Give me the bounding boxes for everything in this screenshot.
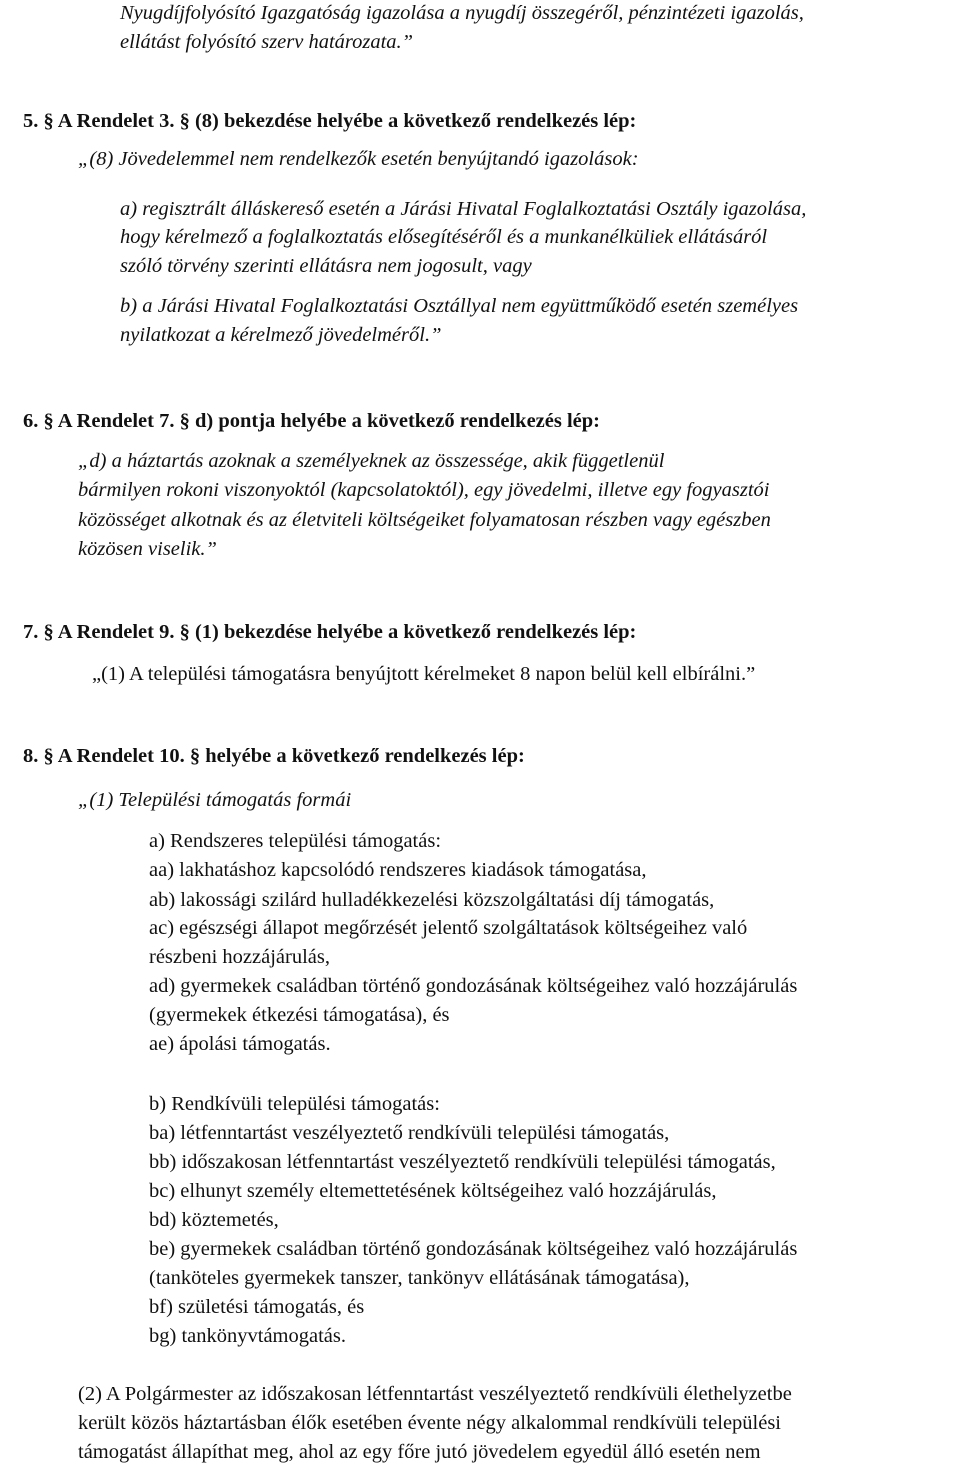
section-8-heading: 8. § A Rendelet 10. § helyébe a következő rendelkezés lép: <box>23 745 525 767</box>
section-7-heading: 7. § A Rendelet 9. § (1) bekezdése helyébe a következő rendelkezés lép: <box>23 621 637 643</box>
list-b-item-bg: bg) tankönyvtámogatás. <box>149 1325 346 1347</box>
list-a-item-ae: ae) ápolási támogatás. <box>149 1033 331 1055</box>
s6-line-4: közösen viselik.” <box>78 538 217 560</box>
s5-line-6: nyilatkozat a kérelmező jövedelméről.” <box>120 324 442 346</box>
list-b-item-be: be) gyermekek családban történő gondozásának költségeihez való hozzájárulás <box>149 1238 798 1260</box>
list-a-item-ac-cont: részbeni hozzájárulás, <box>149 946 330 968</box>
s6-line-2: bármilyen rokoni viszonyoktól (kapcsolatoktól), egy jövedelmi, illetve egy fogyasztói <box>78 479 770 501</box>
list-a-item-ab: ab) lakossági szilárd hulladékkezelési közszolgáltatási díj támogatás, <box>149 889 715 911</box>
list-a-item-aa: aa) lakhatáshoz kapcsolódó rendszeres kiadások támogatása, <box>149 859 647 881</box>
list-b-item-bd: bd) köztemetés, <box>149 1209 279 1231</box>
list-a-item-ad: ad) gyermekek családban történő gondozásának költségeihez való hozzájárulás <box>149 975 798 997</box>
list-a-item-ac: ac) egészségi állapot megőrzését jelentő szolgáltatások költségeihez való <box>149 917 748 939</box>
intro-line-2: ellátást folyósító szerv határozata.” <box>120 31 414 53</box>
paragraph-2-line-2: került közös háztartásban élők esetében évente négy alkalommal rendkívüli települési <box>78 1412 782 1434</box>
list-a-item-ad-cont: (gyermekek étkezési támogatása), és <box>149 1004 450 1026</box>
list-b-item-bf: bf) születési támogatás, és <box>149 1296 365 1318</box>
list-b-item-bc: bc) elhunyt személy eltemettetésének költségeihez való hozzájárulás, <box>149 1180 717 1202</box>
list-b-item-bb: bb) időszakosan létfenntartást veszélyeztető rendkívüli települési támogatás, <box>149 1151 776 1173</box>
paragraph-2-line-1: (2) A Polgármester az időszakosan létfenntartást veszélyeztető rendkívüli élethelyzetbe <box>78 1383 792 1405</box>
s6-line-1: „d) a háztartás azoknak a személyeknek az összessége, akik függetlenül <box>78 450 665 472</box>
list-b-item-ba: ba) létfenntartást veszélyeztető rendkívüli települési támogatás, <box>149 1122 670 1144</box>
section-6-heading: 6. § A Rendelet 7. § d) pontja helyébe a következő rendelkezés lép: <box>23 410 600 432</box>
s5-line-5: b) a Járási Hivatal Foglalkoztatási Osztállyal nem együttműködő esetén személyes <box>120 295 799 317</box>
list-b-title: b) Rendkívüli települési támogatás: <box>149 1093 440 1115</box>
s7-line-1: „(1) A települési támogatásra benyújtott kérelmeket 8 napon belül kell elbírálni.” <box>92 663 756 685</box>
list-b-item-be-cont: (tanköteles gyermekek tanszer, tankönyv ellátásának támogatása), <box>149 1267 690 1289</box>
paragraph-2-line-3: támogatást állapíthat meg, ahol az egy főre jutó jövedelem egyedül álló esetén nem <box>78 1441 761 1463</box>
s5-line-4: szóló törvény szerinti ellátásra nem jogosult, vagy <box>120 255 532 277</box>
section-5-heading: 5. § A Rendelet 3. § (8) bekezdése helyébe a következő rendelkezés lép: <box>23 110 637 132</box>
intro-line-1: Nyugdíjfolyósító Igazgatóság igazolása a nyugdíj összegéről, pénzintézeti igazolás, <box>120 2 804 24</box>
s5-line-1: „(8) Jövedelemmel nem rendelkezők esetén benyújtandó igazolások: <box>78 148 639 170</box>
list-a-title: a) Rendszeres települési támogatás: <box>149 830 442 852</box>
s6-line-3: közösséget alkotnak és az életviteli költségeiket folyamatosan részben vagy egészben <box>78 509 771 531</box>
s5-line-3: hogy kérelmező a foglalkoztatás elősegítéséről és a munkanélküliek ellátásáról <box>120 226 768 248</box>
s8-line-1: „(1) Települési támogatás formái <box>78 789 352 811</box>
s5-line-2: a) regisztrált álláskereső esetén a Járási Hivatal Foglalkoztatási Osztály igazolása, <box>120 198 807 220</box>
